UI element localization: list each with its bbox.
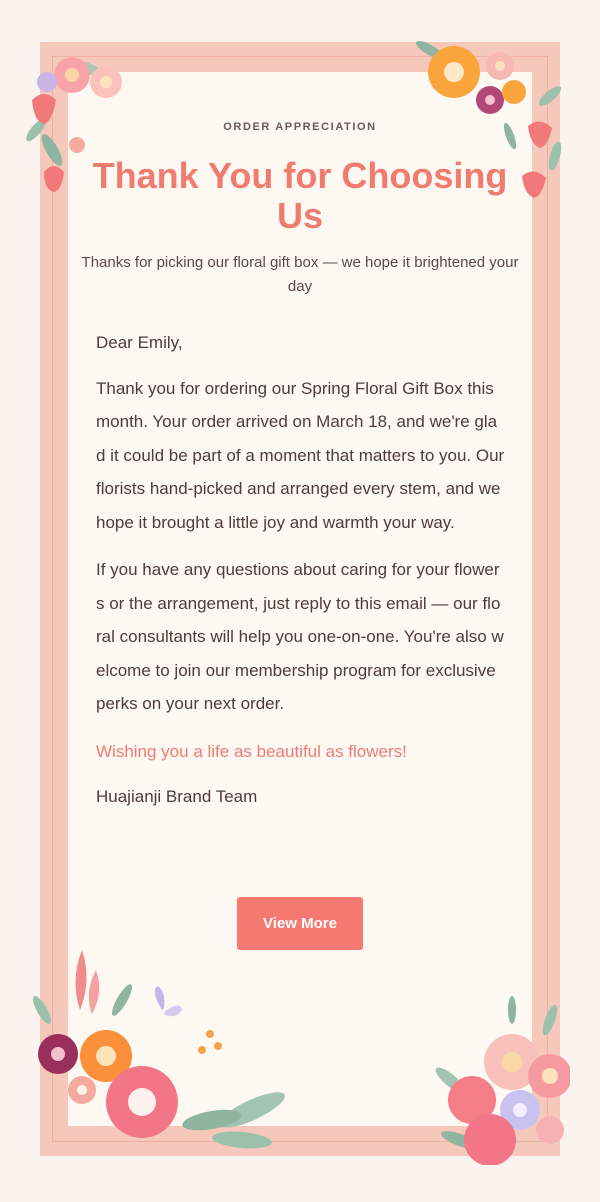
letter-body (96, 326, 506, 828)
butterfly-icon (155, 986, 182, 1016)
greeting: Dear Emily, (96, 333, 183, 352)
page-title: Thank You for Choosing Us (92, 155, 508, 236)
closing-wish: Wishing you a life as beautiful as flowers! (96, 741, 407, 761)
paragraph-order: Thank you for ordering our Spring Floral Gift Box this month. Your order arrived on March 18, and we're glad it could be part of a moment that matters to you. Our florists hand-picked and arranged every stem, and we hope it brought a little joy and warmth your way. (96, 378, 505, 532)
view-more-button[interactable]: View More (237, 897, 363, 950)
eyebrow-label: ORDER APPRECIATION (223, 121, 377, 133)
flower-cluster-icon (22, 940, 312, 1160)
subtitle: Thanks for picking our floral gift box — we hope it brightened your day (81, 254, 519, 295)
paragraph-support: If you have any questions about caring for your flowers or the arrangement, just reply to this email — our floral consultants will help you one-on-one. You're also welcome to join our membership program for exclusive perks on your next order. (96, 560, 504, 713)
signature: Huajianji Brand Team (96, 787, 258, 806)
flower-cluster-icon (420, 990, 570, 1165)
